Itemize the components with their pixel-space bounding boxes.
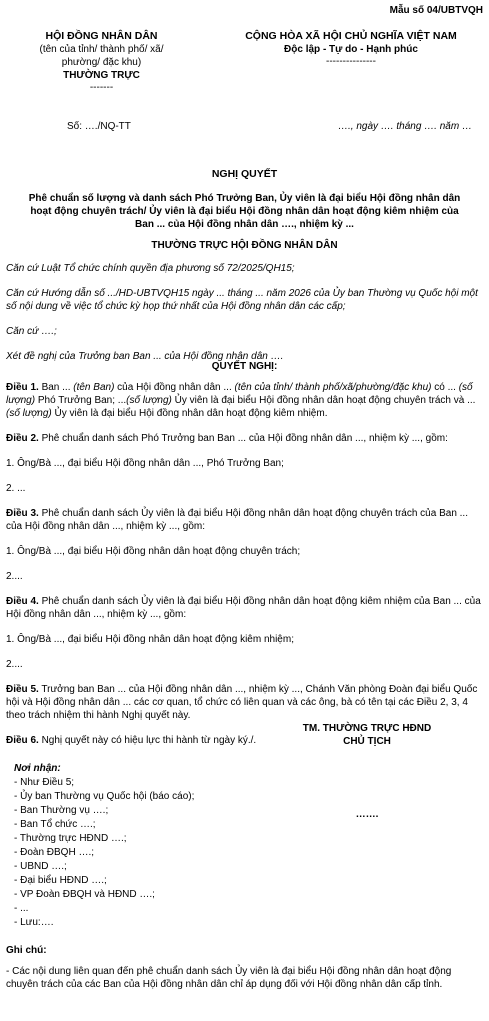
article-4: Điều 4. Phê chuẩn danh sách Ủy viên là đại biểu Hội đồng nhân dân hoạt động kiêm nhiệm của Ban ... của Hội đồng nhân dân ..., nhiệm kỳ ..., gồm: [6, 596, 481, 620]
issuer-heading: THƯỜNG TRỰC HỘI ĐỒNG NHÂN DÂN [151, 240, 338, 251]
recipient-item: - Ban Thường vụ ….; [14, 805, 109, 816]
article-6: Điều 6. Nghị quyết này có hiệu lực thi hành từ ngày ký./. [6, 735, 257, 746]
article-2: Điều 2. Phê chuẩn danh sách Phó Trưởng ban Ban ... của Hội đồng nhân dân ..., nhiệm kỳ ..., gồm: [6, 433, 448, 444]
document-subject [8, 192, 481, 231]
org-body: THƯỜNG TRỰC [63, 70, 140, 81]
article-2-item-2: 2. ... [6, 483, 26, 494]
left-divider: ------- [89, 82, 114, 93]
article-3-item-1: 1. Ông/Bà ..., đại biểu Hội đồng nhân dân hoạt động chuyên trách; [6, 546, 301, 557]
subject-line-3: Ban ... của Hội đồng nhân dân …., nhiệm kỳ ... [135, 219, 354, 230]
recipient-item: - ... [14, 903, 29, 914]
article-4-label: Điều 4. [6, 596, 39, 607]
recipient-item: - Đoàn ĐBQH ….; [14, 847, 95, 858]
article-1: Điều 1. Ban ... (tên Ban) của Hội đồng nhân dân ... (tên của tỉnh/ thành phố/xã/phường/đặc khu) có ... (số lượng) Phó Trưởng Ban; ...(số lượng) Ủy viên là đại biểu Hội đồng nhân dân hoạt động chuyên trách và ... (số lượng) Ủy viên là đại biểu Hội đồng nhân dân hoạt động kiêm nhiệm. [6, 382, 476, 419]
org-name: HỘI ĐỒNG NHÂN DÂN [45, 30, 158, 42]
form-number: Mẫu số 04/UBTVQH [389, 5, 483, 16]
signer-name: ……. [355, 809, 379, 820]
note-text: - Các nội dung liên quan đến phê chuẩn danh sách Ủy viên là đại biểu Hội đồng nhân dân hoạt động chuyên trách của các Ban của Hội đồng nhân dân chỉ áp dụng đối với Hội đồng nhân dân cấp tỉnh. [6, 966, 452, 990]
article-3-item-2: 2.... [6, 571, 23, 582]
article-4-item-1: 1. Ông/Bà ..., đại biểu Hội đồng nhân dân hoạt động kiêm nhiệm; [6, 634, 294, 645]
article-3: Điều 3. Phê chuẩn danh sách Ủy viên là đại biểu Hội đồng nhân dân hoạt động chuyên trách của Ban ... của Hội đồng nhân dân ..., nhiệm kỳ ..., gồm: [6, 508, 468, 532]
national-motto: Độc lập - Tự do - Hạnh phúc [284, 44, 418, 55]
org-subtitle-2: phường/ đặc khu) [61, 57, 142, 68]
basis-2: Căn cứ Hướng dẫn số .../HD-UBTVQH15 ngày ... tháng ... năm 2026 của Ủy ban Thường vụ Quốc hội một số nội dung về việc tổ chức kỳ họp thứ nhất của Hội đồng nhân dân các cấp; [6, 288, 478, 312]
article-6-label: Điều 6. [6, 735, 39, 746]
recipients-label: Nơi nhận: [14, 763, 61, 774]
basis-1: Căn cứ Luật Tổ chức chính quyền địa phương số 72/2025/QH15; [6, 263, 295, 274]
national-header [222, 30, 480, 68]
signature-line-2: CHỦ TỊCH [343, 736, 391, 747]
articles [6, 381, 484, 747]
legal-basis [6, 262, 484, 375]
article-2-label: Điều 2. [6, 433, 39, 444]
org-subtitle-1: (tên của tỉnh/ thành phố/ xã/ [39, 44, 164, 55]
recipient-item: - Thường trực HĐND ….; [14, 833, 127, 844]
article-3-label: Điều 3. [6, 508, 39, 519]
article-4-item-2: 2.... [6, 659, 23, 670]
signature-line-1: TM. THƯỜNG TRỰC HĐND [302, 723, 432, 734]
issuing-authority-header [14, 30, 189, 94]
recipients-block [14, 762, 224, 930]
recipient-item: - UBND ….; [14, 861, 67, 872]
signature-block [278, 722, 456, 821]
recipient-item: - Như Điều 5; [14, 777, 75, 788]
note-label: Ghi chú: [6, 945, 47, 956]
article-5-label: Điều 5. [6, 684, 39, 695]
recipient-item: - Đại biểu HĐND ….; [14, 875, 107, 886]
recipient-item: - Ủy ban Thường vụ Quốc hội (báo cáo); [14, 791, 195, 802]
right-divider: --------------- [326, 56, 376, 67]
document-number: Số: …./NQ-TT [67, 121, 131, 132]
note-block [6, 944, 486, 991]
subject-line-1: Phê chuẩn số lượng và danh sách Phó Trưởng Ban, Ủy viên là đại biểu Hội đồng nhân dân [28, 193, 461, 204]
basis-3: Căn cứ ….; [6, 326, 57, 337]
nation-name: CỘNG HÒA XÃ HỘI CHỦ NGHĨA VIỆT NAM [245, 30, 457, 42]
article-5: Điều 5. Trưởng ban Ban ... của Hội đồng nhân dân ..., nhiệm kỳ ..., Chánh Văn phòng Đoàn đại biểu Quốc hội và Hội đồng nhân dân ... các cơ quan, tổ chức có liên quan và các ông, bà có tên tại các Điều 2, 3, 4 theo trách nhiệm thi hành Nghị quyết này. [6, 684, 478, 721]
article-1-label: Điều 1. [6, 382, 39, 393]
place-date: …., ngày …. tháng …. năm … [338, 121, 472, 132]
recipient-item: - VP Đoàn ĐBQH và HĐND ….; [14, 889, 155, 900]
document-title: NGHỊ QUYẾT [211, 168, 278, 180]
basis-4: Xét đề nghị của Trưởng ban Ban ... của Hội đồng nhân dân …. [6, 351, 284, 362]
resolve-heading: QUYẾT NGHỊ: [211, 361, 278, 372]
subject-line-2: hoạt động chuyên trách/ Ủy viên là đại biểu Hội đồng nhân dân hoạt động kiêm nhiệm của [30, 206, 459, 217]
recipient-item: - Ban Tổ chức ….; [14, 819, 96, 830]
recipient-item: - Lưu:…. [14, 917, 54, 928]
article-2-item-1: 1. Ông/Bà ..., đại biểu Hội đồng nhân dân ..., Phó Trưởng Ban; [6, 458, 284, 469]
